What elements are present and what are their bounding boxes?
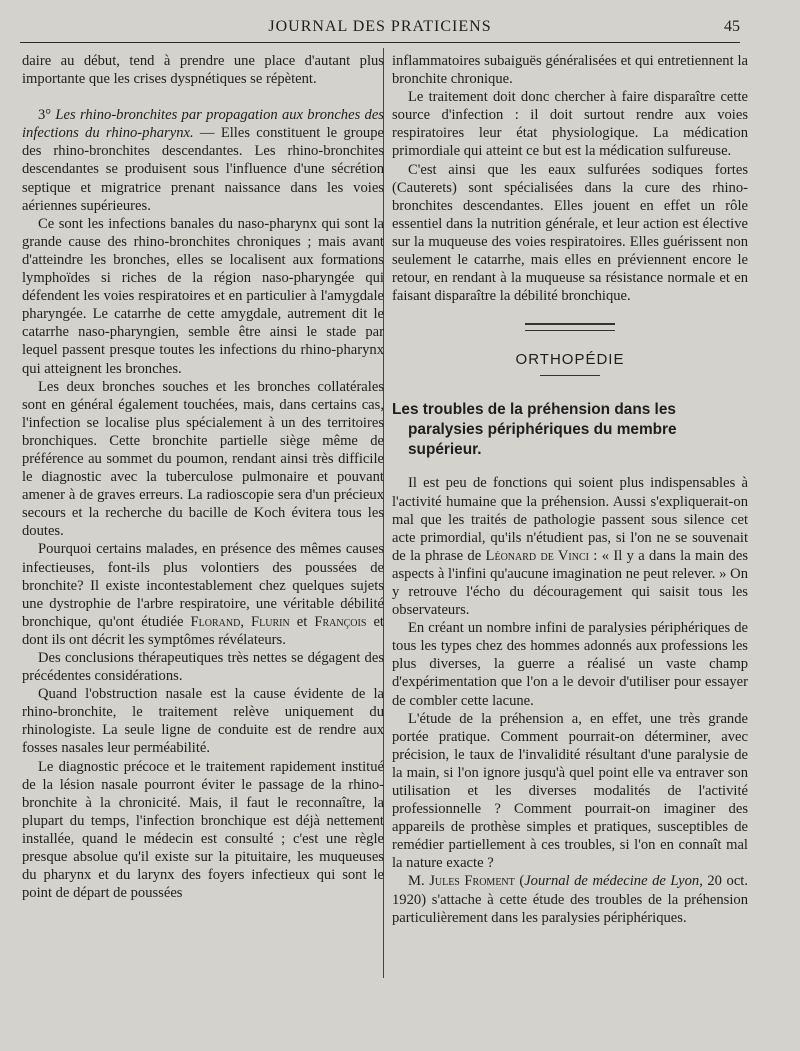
paragraph: daire au début, tend à prendre une place d'autant plus importante que les crises dyspnétiques se répètent.: [22, 53, 384, 88]
journal-reference: Journal de médecine de Lyon: [524, 873, 700, 890]
paragraph-text: : « Il y a dans la main des aspects à l'infini qu'aucune imagination ne peut relever. » On y retrouve l'écho du découragement qui saisit tous les observateurs.: [392, 547, 748, 619]
paragraph: Des conclusions thérapeutiques très nettes se dégagent des précédentes considérations.: [22, 650, 384, 685]
right-column: [392, 52, 748, 927]
journal-title: JOURNAL DES PRATICIENS: [268, 18, 492, 35]
subsection-heading: Les rhino-bronchites par propagation aux bronches des infections du rhino-pharynx.: [22, 107, 384, 142]
paragraph-text: (: [514, 873, 525, 890]
paragraph-text: — Elles constituent le groupe des rhino-bronchites descendantes. Les rhino-bronchites descendantes se produisent sous l'influence d'une sécrétion septique et migratrice prenant naissance dans les voies aériennes supérieures.: [22, 125, 384, 214]
running-header: [20, 14, 740, 43]
paragraph: Le diagnostic précoce et le traitement rapidement institué de la lésion nasale pourront éviter le passage de la rhino-bronchite à la chronicité. Mais, il faut le reconnaître, la plupart du temps, l'infection bronchique est déjà nettement installée, quand le médecin est consulté ; c'est une règle presque absolue qu'il existe sur la pituitaire, les muqueuses du pharynx et du larynx des foyers infectieux qui sont le point de départ de poussées: [22, 758, 384, 902]
paragraph: L'étude de la préhension a, en effet, une très grande portée pratique. Comment pourrait-on déterminer, avec précision, le taux de l'invalidité résultant d'une paralysie de la main, si l'on ignore jusqu'à quel point elle va entraver son utilisation et les diverses modalités de l'activité professionnelle ? Comment pourrait-on imaginer des appareils de prothèse simples et pratiques, susceptibles de remédier partiellement à ces troubles, si l'on en connaît mal la nature exacte ?: [392, 710, 748, 872]
paragraph: En créant un nombre infini de paralysies périphériques de tous les types chez des hommes adonnés aux professions les plus diverses, la guerre a réalisé un vaste champ d'expérimentation que l'on a le devoir d'utiliser pour essayer de combler cette lacune.: [392, 620, 748, 709]
section-underline: [540, 375, 600, 376]
author-name: Flurin: [251, 613, 290, 630]
left-column: [22, 52, 384, 902]
paragraph: [22, 540, 384, 649]
paragraph-text: M.: [408, 873, 430, 890]
paragraph: C'est ainsi que les eaux sulfurées sodiques fortes (Cauterets) sont spécialisées dans la cure des rhino-bronchites descendantes. Elles jouent en effet un rôle essentiel dans la nutrition générale, et leur action est élective sur la muqueuse des voies respiratoires. Elles guérissent non seulement le catarrhe, mais elles en préviennent encore le retour, en rendant à la muqueuse sa résistance normale et en faisant disparaître la débilité bronchique.: [392, 161, 748, 305]
author-name: Léonard de Vinci: [485, 547, 589, 564]
paragraph: Le traitement doit donc chercher à faire disparaître cette source d'infection : il doit surtout rendre aux voies respiratoires leur état physiologique. La médication primordiale qui atteint ce but est la médication sulfureuse.: [392, 89, 748, 160]
paragraph: [392, 474, 748, 619]
separator: et: [289, 613, 315, 630]
paragraph: inflammatoires subaiguës généralisées et qui entretiennent la bronchite chronique.: [392, 53, 748, 88]
paragraph-text: Il est peu de fonctions qui soient plus indispensables à l'activité humaine que la préhension. Aussi s'expliquerait-on mal que les traités de pathologie passent sous silence cet acte primordial, qu'ils n'étudient pas, si l'on ne se souvenait de la phrase de: [392, 475, 748, 564]
paragraph-text: , 20 oct. 1920) s'attache à cette étude des troubles de la préhension particulièrement dans les paralysies périphériques.: [392, 873, 749, 926]
section-title: ORTHOPÉDIE: [515, 351, 625, 369]
paragraph: Les deux bronches souches et les bronches collatérales sont en général également touchées, mais, dans certains cas, l'infection se localise plus spécialement à un des territoires bronchiques. Cette bronchite partielle siège même de préférence au sommet du poumon, rendant ainsi très difficile le diagnostic avec la tuberculose pulmonaire et pouvant amener à de graves erreurs. La radioscopie sera d'un précieux secours et la recherche du bacille de Koch évitera tous les doutes.: [22, 378, 384, 540]
separator: ,: [240, 613, 252, 630]
paragraph-section-3: [22, 106, 384, 215]
author-name: François: [314, 613, 367, 630]
paragraph: [392, 872, 748, 926]
paragraph-text: Pourquoi certains malades, en présence des mêmes causes infectieuses, font-ils plus volontiers des poussées de bronchite? Il existe incontestablement chez quelques sujets une dystrophie de l'arbre respiratoire, une véritable débilité bronchique, qu'ont étudiée: [22, 541, 384, 630]
paragraph-text: et dont ils ont décrit les symptômes révélateurs.: [22, 613, 384, 648]
page-number: 45: [724, 18, 740, 35]
section-number: 3°: [38, 107, 52, 124]
author-name: Florand: [190, 613, 241, 630]
ornamental-rule: [525, 323, 615, 331]
author-name: Jules Froment: [429, 873, 515, 890]
article-title: Les troubles de la préhension dans les paralysies périphériques du membre supérieur.: [392, 401, 677, 459]
paragraph: Ce sont les infections banales du naso-pharynx qui sont la grande cause des rhino-bronchites chroniques ; mais avant d'atteindre les bronches, elles se localisent aux formations lymphoïdes si riches de la région naso-pharyngée qui défendent les voies respiratoires et en particulier à l'amygdale pharyngée. Le catarrhe de cette amygdale, autrement dit le catarrhe naso-pharyngien, semble être ainsi le stade par lequel passent presque toutes les infections du rhino-pharynx qui atteignent les bronches.: [22, 215, 384, 377]
paragraph: Quand l'obstruction nasale est la cause évidente de la rhino-bronchite, le traitement relève uniquement du rhinologiste. La seule ligne de conduite est de rendre aux fosses nasales leur perméabilité.: [22, 686, 384, 757]
